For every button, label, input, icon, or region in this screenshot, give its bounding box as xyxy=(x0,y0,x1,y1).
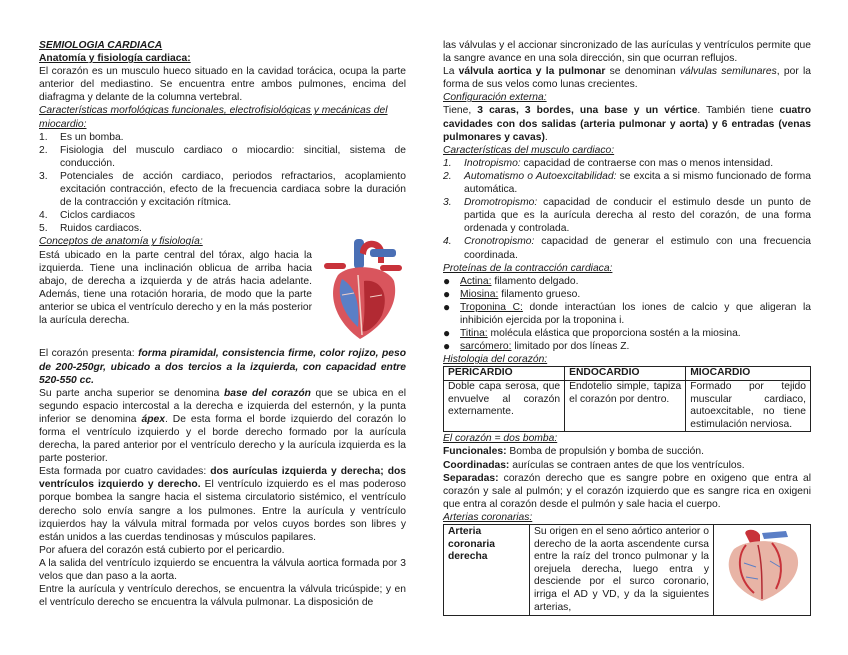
list-item: 2. Automatismo o Autoexcitabilidad: se excita a si mismo funcionado de forma automática. xyxy=(443,170,811,196)
table-cell xyxy=(714,524,811,615)
bullet-icon: ● xyxy=(443,339,451,354)
list-item: 2. Fisiologia del musculo cardiaco o miocardio: sincitial, sistema de conducción. xyxy=(39,144,406,169)
table-cell: Formado por tejido muscular cardiaco, autoexcitable, no tiene estimulación nerviosa. xyxy=(686,380,811,431)
list-item: 1. Es un bomba. xyxy=(39,131,124,143)
external-config-paragraph: Tiene, 3 caras, 3 bordes, una base y un vértice. También tiene cuatro cavidades con dos salidas (arteria pulmonar y aorta) y 6 entradas (venas pulmonares y cavas). xyxy=(443,105,811,143)
list-item: 4. Ciclos cardiacos xyxy=(39,210,135,222)
histology-heading: Histologia del corazón: xyxy=(443,354,548,366)
table-cell: Arteria coronaria derecha xyxy=(444,524,530,615)
presents-paragraph: El corazón presenta: forma piramidal, consistencia firme, color rojizo, peso de 200-250gr, ubicado a dos tercios a la izquierda, con capacidad entre 520-550 cc. xyxy=(39,348,407,386)
bullet-icon: ● xyxy=(443,273,451,288)
list-item: 5. Ruidos cardiacos. xyxy=(39,223,142,235)
external-config-heading: Configuración externa: xyxy=(443,92,547,104)
bullet-icon: ● xyxy=(443,299,451,314)
proteins-list xyxy=(443,275,811,354)
characteristics-heading: Características morfológicas funcionales, electrofisiológicas y mecánicas del miocardio: xyxy=(39,105,388,130)
coordinated-paragraph: Coordinadas: aurículas se contraen antes de que los ventrículos. xyxy=(443,459,745,471)
concepts-heading: Conceptos de anatomía y fisiología: xyxy=(39,236,203,248)
bullet-icon: ● xyxy=(443,326,451,341)
aortic-valve-paragraph: A la salida del ventrículo izquierdo se encuentra la válvula aortica formada por 3 velos que dan paso a la aorta. xyxy=(39,557,406,582)
semilunar-paragraph: La válvula aortica y la pulmonar se denominan válvulas semilunares, por la forma de sus velos como lunas crecientes. xyxy=(443,66,811,91)
table-header-row xyxy=(444,367,811,381)
tricuspid-paragraph: Entre la aurícula y ventrículo derechos, se encuentra la válvula tricúspide; y en el ventrículo derecho se encuentra la válvula pulmonar. La disposición de xyxy=(39,584,406,609)
bullet-icon: ● xyxy=(443,286,451,301)
proteins-heading: Proteínas de la contracción cardiaca: xyxy=(443,262,613,274)
left-column xyxy=(39,39,406,609)
right-column xyxy=(443,39,811,616)
list-item: ● Miosina: filamento grueso. xyxy=(443,286,581,301)
coronary-heading: Arterias coronarias: xyxy=(443,511,533,523)
separated-paragraph: Separadas: corazón derecho que es sangre pobre en oxigeno que entra al corazón y sale al pulmón; y el corazón izquierdo que es sangre rica en oxigeni que entra al corazón desde el pulmón y sale hacia el cuerpo. xyxy=(443,472,811,510)
list-item: ● Actina: filamento delgado. xyxy=(443,273,579,288)
table-cell: Doble capa serosa, que envuelve al corazón externamente. xyxy=(444,380,565,431)
column-header: MIOCARDIO xyxy=(686,367,811,381)
coronary-artery-illustration xyxy=(716,527,808,603)
table-cell: Endotelio simple, tapiza el corazón por dentro. xyxy=(565,380,686,431)
two-pumps-heading: El corazón = dos bomba: xyxy=(443,433,558,445)
document-title: SEMIOLOGIA CARDIACA xyxy=(39,40,163,51)
muscle-heading: Características del musculo cardiaco: xyxy=(443,144,615,156)
list-item: 3. Dromotropismo: capacidad de conducir el estimulo desde un punto de partida que es la aurícula derecha al resto del corazón, de una forma ordenada y controlada. xyxy=(443,197,811,235)
pericardium-paragraph: Por afuera del corazón está cubierto por el pericardio. xyxy=(39,544,285,556)
base-paragraph: Su parte ancha superior se denomina base del corazón que se ubica en el segundo espacio intercostal a la derecha e izquierda del esternón, y la punta inferior se denomina ápex. De esta forma el borde izquierdo del corazón lo forma el ventrículo izquierdo y el borde derecho formado por la aurícula derecha, la pared anterior por el ventrículo derecho y la aurícula izquierda es la parte posterior. xyxy=(39,387,407,465)
list-item: ● Titina: molécula elástica que proporciona sostén a la miosina. xyxy=(443,326,741,341)
concepts-block xyxy=(39,235,406,347)
functional-paragraph: Funcionales: Bomba de propulsión y bomba de succión. xyxy=(443,446,704,458)
table-row xyxy=(444,524,811,615)
valves-continuation: las válvulas y el accionar sincronizado de las aurículas y ventrículos permite que la sangre avance en una sola dirección, sin que ocurran reflujos. xyxy=(443,40,811,65)
table-cell: Su origen en el seno aórtico anterior o derecho de la aorta ascendente cursa entre la raíz del tronco pulmonar y la orejuela derecha, luego entra y desciende por el surco coronario, irriga el AD y VD, y da la siguientes arterias, xyxy=(530,524,714,615)
histology-table xyxy=(443,366,811,432)
muscle-properties-list xyxy=(443,157,811,262)
list-item: 1. Inotropismo: capacidad de contraerse con mas o menos intensidad. xyxy=(443,157,774,169)
list-item: ● Troponina C: donde interactúan los iones de calcio y que aligeran la inhibición ejercida por la troponina i. xyxy=(443,299,811,326)
anatomy-heading: Anatomía y fisiología cardiaca: xyxy=(39,53,191,65)
column-header: ENDOCARDIO xyxy=(565,367,686,381)
concepts-paragraph: Está ubicado en la parte central del tórax, algo hacia la izquierda. Tiene una inclinación oblicua de arriba hacia abajo, de derecha a izquierda y de atrás hacia adelante. Además, tiene una rotación horaria, de modo que la parte anterior se ubica el ventrículo derecho y en la más posterior la aurícula derecha. xyxy=(39,249,313,326)
list-item: 4. Cronotropismo: capacidad de generar el estimulo con una frecuencia coordinada. xyxy=(443,236,811,261)
column-header: PERICARDIO xyxy=(444,367,565,381)
table-row xyxy=(444,380,811,431)
heart-anatomy-illustration xyxy=(320,235,406,347)
cavities-paragraph: Esta formada por cuatro cavidades: dos aurículas izquierda y derecha; dos ventrículos izquierdo y derecho. El ventrículo izquierdo es el mas poderoso porque bombea la sangre hacia el sistema circulatorio sistémico, el ventrículo derecho solo envía sangre a los pulmones. Entre la aurícula y ventrículo izquierdos hay la válvula mitral formada por velos cuyos bordes son libres y están unidos a las cuerdas tendinosas y músculos papilares. xyxy=(39,466,406,543)
list-item: 3. Potenciales de acción cardiaco, periodos refractarios, acoplamiento excitación contracción, efecto de la frecuencia cardiaca sobre la duración de la contracción y excitación rítmica. xyxy=(39,170,406,209)
coronary-table xyxy=(443,524,811,616)
characteristics-list xyxy=(39,131,406,236)
intro-paragraph: El corazón es un musculo hueco situado en la cavidad torácica, ocupa la parte anterior del mediastino. Se encuentra entre ambos pulmones, encima del diafragma y delante de la columna vertebral. xyxy=(39,66,406,104)
list-item: ● sarcómero: limitado por dos líneas Z. xyxy=(443,339,630,354)
